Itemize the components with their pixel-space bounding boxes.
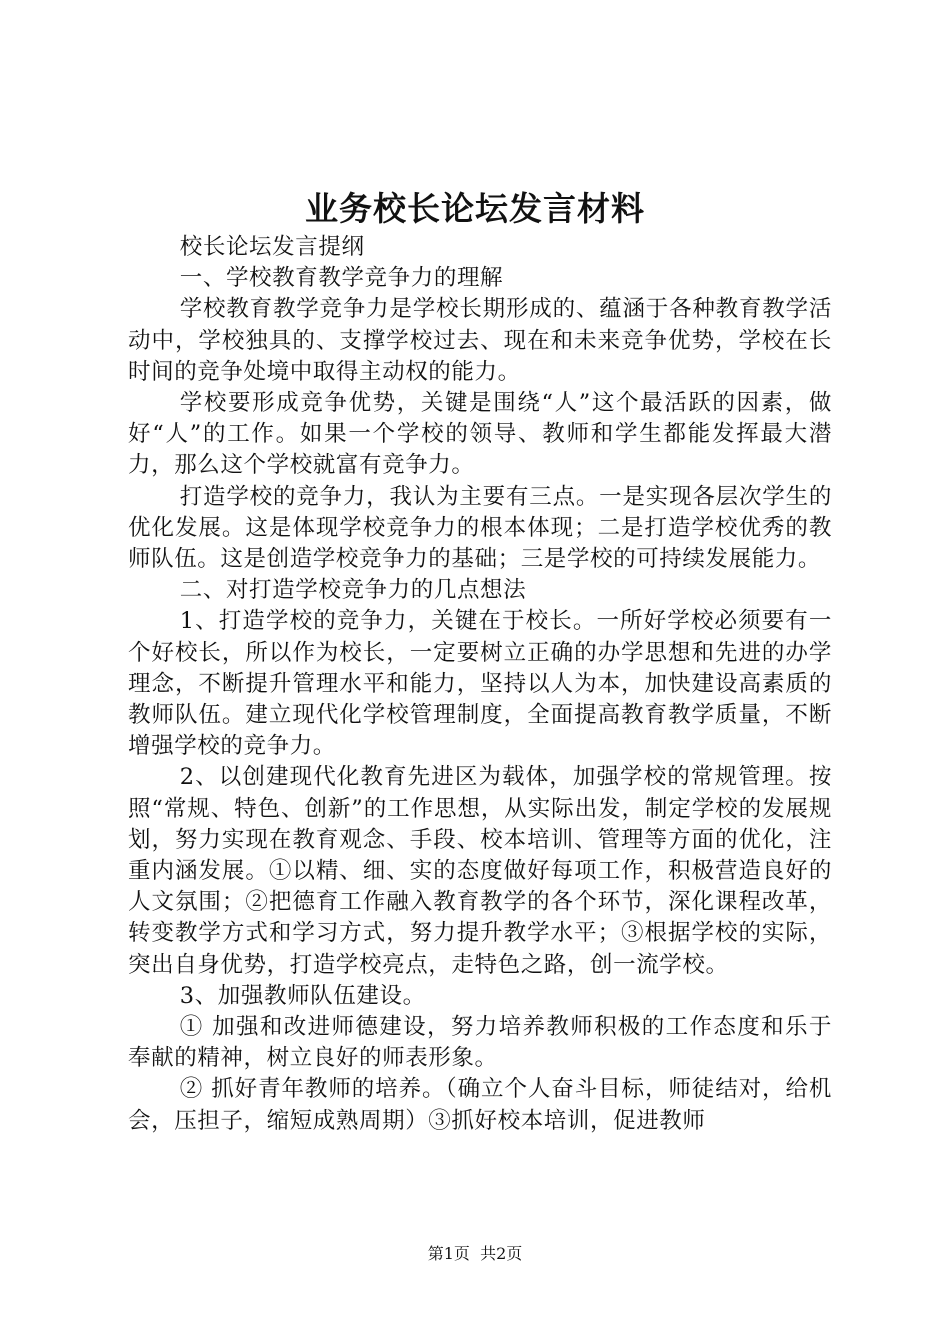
paragraph: 校长论坛发言提纲 xyxy=(179,234,365,260)
paragraph: 1、打造学校的竞争力，关键在于校长。一所好学校必须要有一个好校长，所以作为校长，一定要树立正确的办学思想和先进的办学理念，不断提升管理水平和能力，坚持以人为本，加快建设高素质的教师队伍。建立现代化学校管理制度，全面提高教育教学质量，不断增强学校的竞争力。 xyxy=(128,608,832,760)
section-heading: 二、对打造学校竞争力的几点想法 xyxy=(179,577,527,604)
paragraph: ② 抓好青年教师的培养。（确立个人奋斗目标，师徒结对，给机会，压担子，缩短成熟周期）③抓好校本培训，促进教师 xyxy=(128,1076,832,1134)
document-title: 业务校长论坛发言材料 xyxy=(305,189,645,228)
page-total: 共2页 xyxy=(480,1244,523,1263)
page-number: 第1页 xyxy=(427,1244,470,1263)
paragraph: 打造学校的竞争力，我认为主要有三点。一是实现各层次学生的优化发展。这是体现学校竞争力的根本体现；二是打造学校优秀的教师队伍。这是创造学校竞争力的基础；三是学校的可持续发展能力。 xyxy=(128,483,832,573)
section-heading: 一、学校教育教学竞争力的理解 xyxy=(179,265,504,292)
paragraph: 学校要形成竞争优势，关键是围绕“人”这个最活跃的因素，做好“人”的工作。如果一个学校的领导、教师和学生都能发挥最大潜力，那么这个学校就富有竞争力。 xyxy=(128,390,832,479)
page-footer xyxy=(0,1243,950,1265)
paragraph: 学校教育教学竞争力是学校长期形成的、蕴涵于各种教育教学活动中，学校独具的、支撑学校过去、现在和未来竞争优势，学校在长时间的竞争处境中取得主动权的能力。 xyxy=(128,296,832,385)
paragraph: 2、以创建现代化教育先进区为载体，加强学校的常规管理。按照“常规、特色、创新”的工作思想，从实际出发，制定学校的发展规划，努力实现在教育观念、手段、校本培训、管理等方面的优化，注重内涵发展。①以精、细、实的态度做好每项工作，积极营造良好的人文氛围；②把德育工作融入教育教学的各个环节，深化课程改革，转变教学方式和学习方式，努力提升教学水平；③根据学校的实际，突出自身优势，打造学校亮点，走特色之路，创一流学校。 xyxy=(128,764,832,978)
paragraph: ① 加强和改进师德建设，努力培养教师积极的工作态度和乐于奉献的精神，树立良好的师表形象。 xyxy=(128,1014,832,1072)
document-body xyxy=(128,232,832,1137)
paragraph: 3、加强教师队伍建设。 xyxy=(179,982,426,1009)
